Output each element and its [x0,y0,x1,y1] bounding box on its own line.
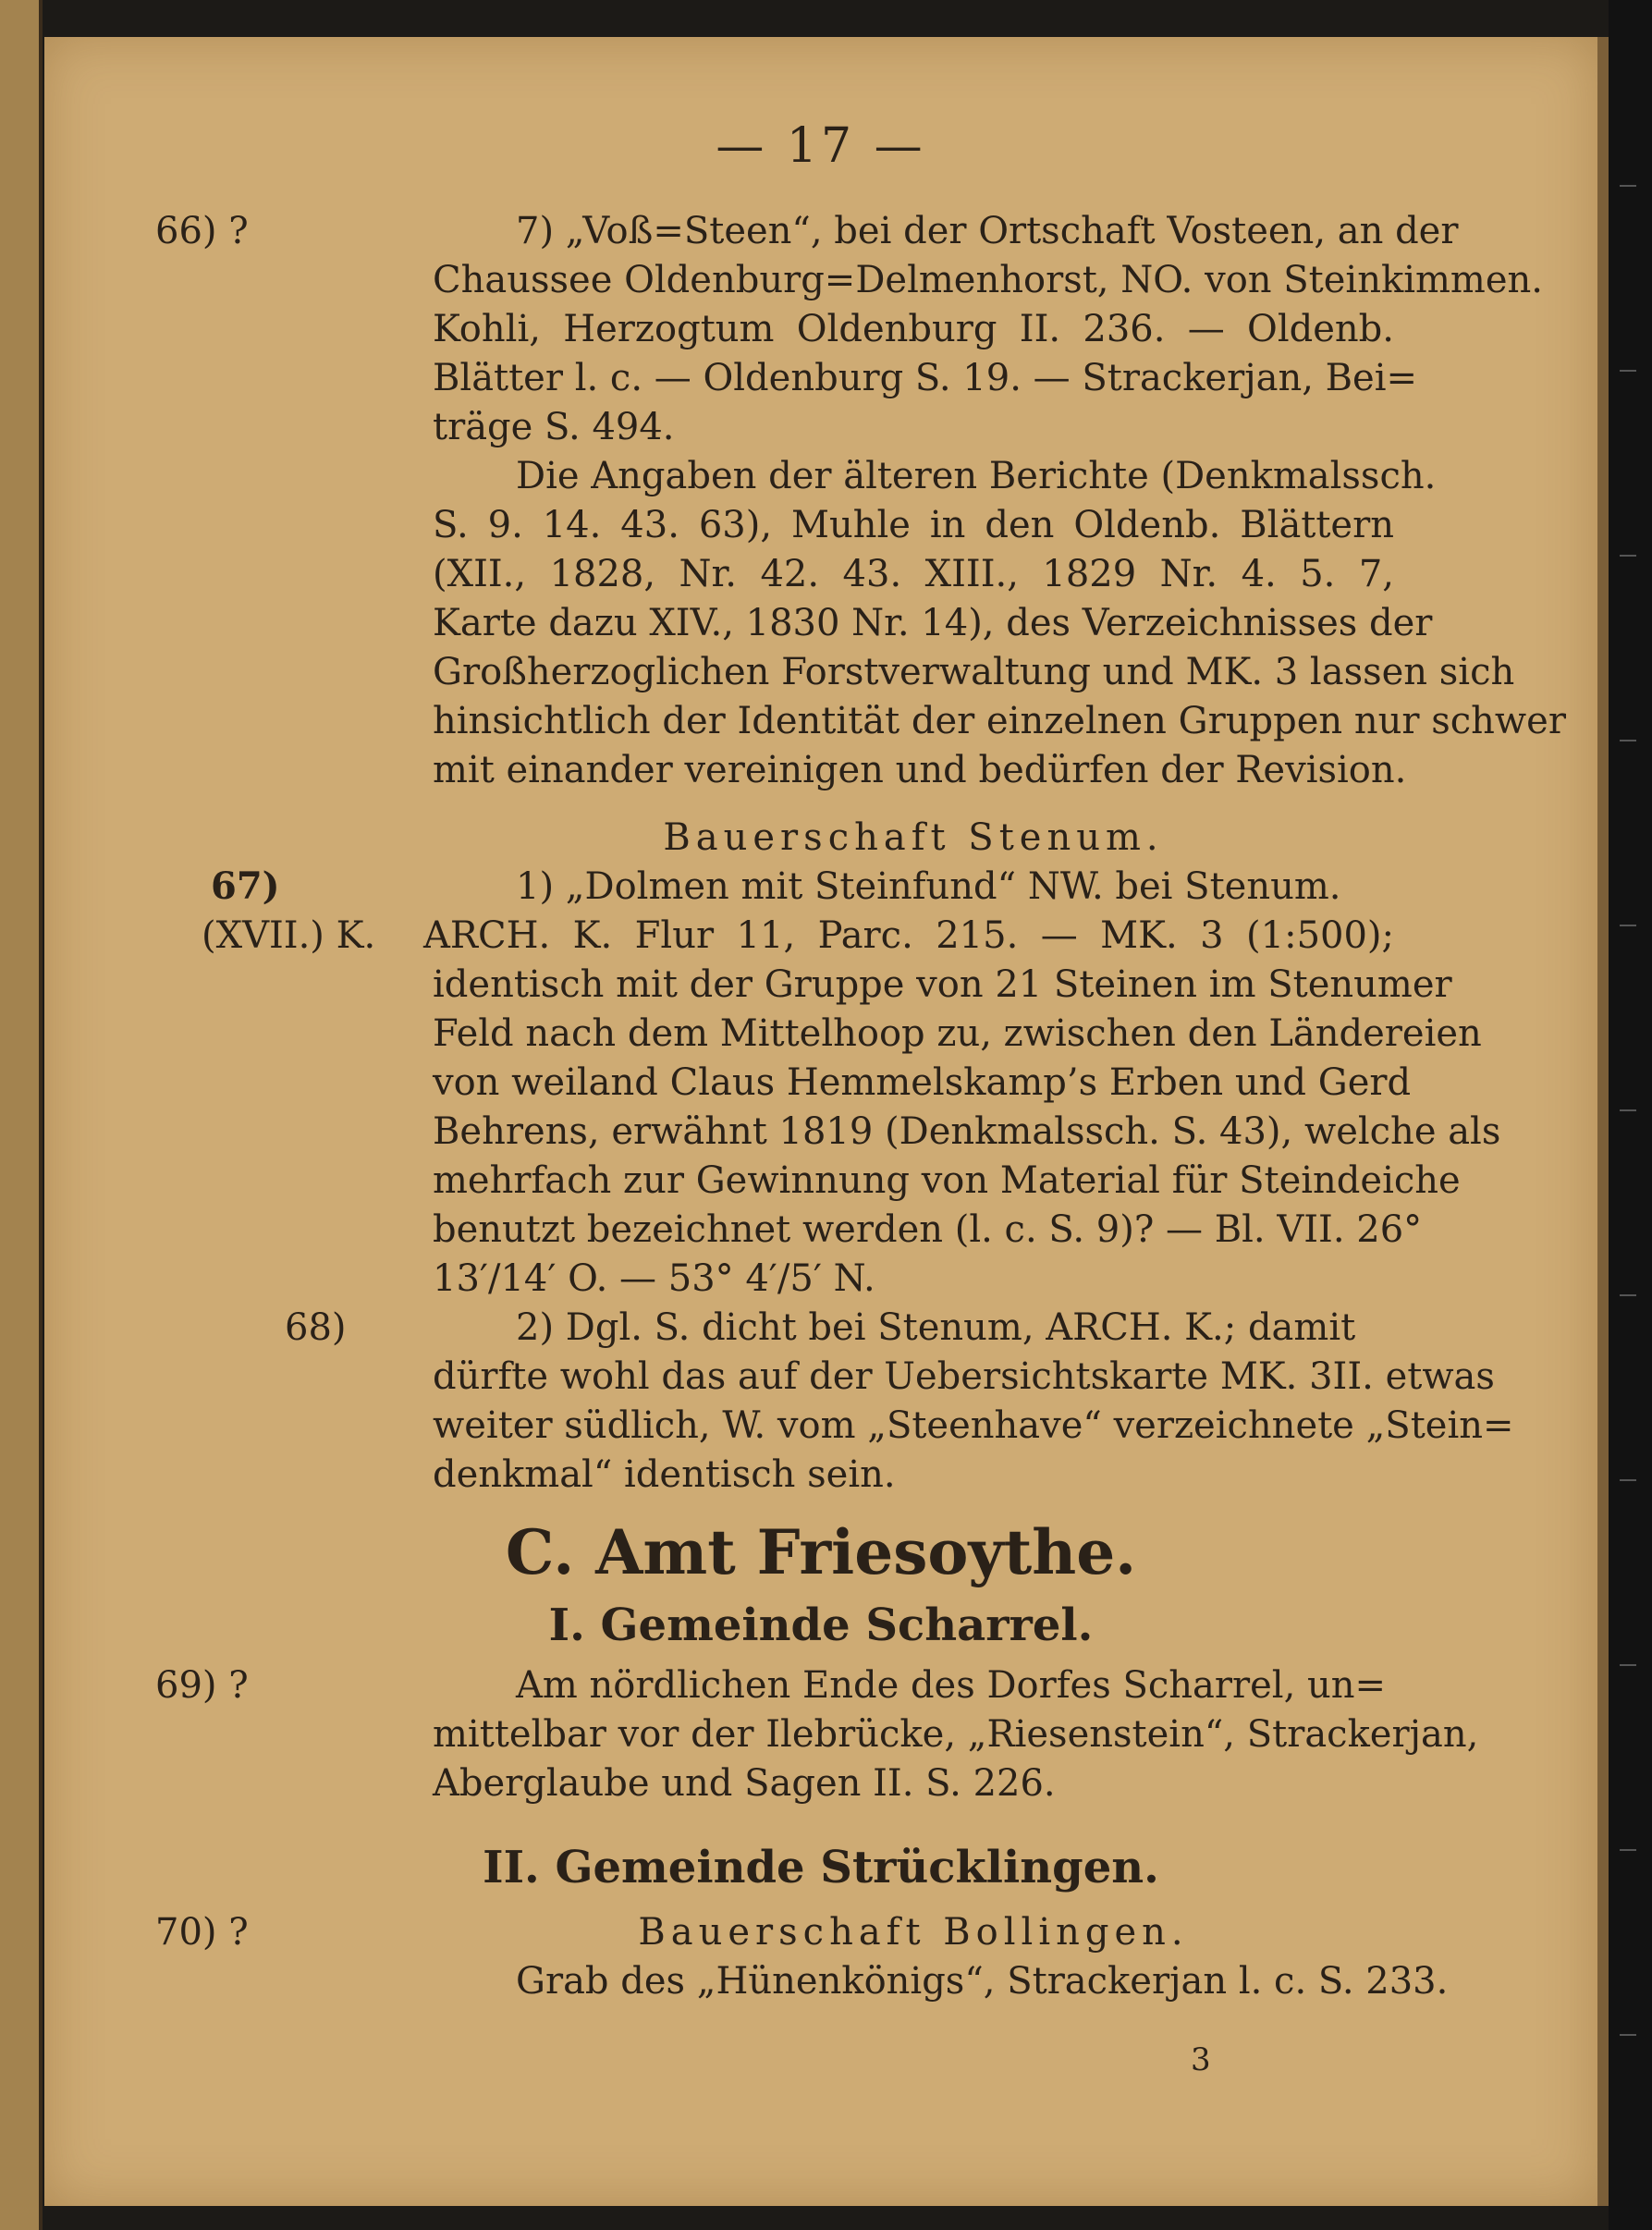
entry-number: 66) ? [155,210,249,252]
text-line: S. 9. 14. 43. 63), Muhle in den Oldenb. Blättern [433,504,1394,546]
text-line: Behrens, erwähnt 1819 (Denkmalssch. S. 43), welche als [433,1110,1501,1153]
text-line: 1) „Dolmen mit Steinfund“ NW. bei Stenum. [516,865,1341,908]
text-line: hinsichtlich der Identität der einzelnen Gruppen nur schwer [433,700,1566,742]
subheading: Bauerschaft Stenum. [663,816,1164,859]
text-line: denkmal“ identisch sein. [433,1453,896,1496]
text-line: 7) „Voß=Steen“, bei der Ortschaft Vosteen, an der [516,210,1459,252]
text-line: Aberglaube und Sagen II. S. 226. [433,1762,1056,1805]
text-line: Am nördlichen Ende des Dorfes Scharrel, un= [516,1664,1387,1707]
page-number: — 17 — [716,118,926,174]
entry-number: 69) ? [155,1664,249,1707]
subsection-heading: II. Gemeinde Strücklingen. [483,1842,1159,1893]
text-line: 2) Dgl. S. dicht bei Stenum, ARCH. K.; damit [516,1306,1356,1349]
text-line: dürfte wohl das auf der Uebersichtskarte MK. 3II. etwas [433,1355,1495,1398]
page-edge [1597,37,1609,2206]
entry-number: 70) ? [155,1911,249,1954]
text-line: ARCH. K. Flur 11, Parc. 215. — MK. 3 (1:500); [423,914,1394,957]
text-line: identisch mit der Gruppe von 21 Steinen im Stenumer [433,963,1452,1006]
book-gutter [0,0,43,2230]
book-page [44,37,1597,2206]
scan-ruler [1609,0,1652,2230]
printer-signature: 3 [1191,2041,1211,2078]
text-line: mehrfach zur Gewinnung von Material für Steindeiche [433,1159,1461,1202]
text-line: träge S. 494. [433,406,675,448]
section-heading: C. Amt Friesoythe. [505,1516,1137,1588]
entry-number: 67) [211,864,280,908]
text-line: benutzt bezeichnet werden (l. c. S. 9)? — Bl. VII. 26° [433,1208,1423,1251]
text-line: Chaussee Oldenburg=Delmenhorst, NO. von Steinkimmen. [433,259,1543,301]
text-line: mit einander vereinigen und bedürfen der Revision. [433,749,1407,791]
text-line: Blätter l. c. — Oldenburg S. 19. — Strackerjan, Bei= [433,357,1418,399]
text-line: Kohli, Herzogtum Oldenburg II. 236. — Oldenb. [433,308,1394,350]
text-line: mittelbar vor der Ilebrücke, „Riesenstein“, Strackerjan, [433,1713,1479,1756]
text-line: Die Angaben der älteren Berichte (Denkmalssch. [516,455,1437,497]
text-line: Karte dazu XIV., 1830 Nr. 14), des Verzeichnisses der [433,602,1433,644]
subheading: Bauerschaft Bollingen. [638,1911,1189,1954]
subsection-heading: I. Gemeinde Scharrel. [548,1599,1094,1651]
text-line: Großherzoglichen Forstverwaltung und MK. 3 lassen sich [433,651,1515,693]
text-line: (XII., 1828, Nr. 42. 43. XIII., 1829 Nr. 4. 5. 7, [433,553,1394,595]
text-line: von weiland Claus Hemmelskamp’s Erben und Gerd [433,1061,1412,1104]
text-line: 13′/14′ O. — 53° 4′/5′ N. [433,1257,875,1300]
entry-number: 68) [285,1306,347,1349]
entry-number-secondary: (XVII.) K. [202,914,376,957]
text-line: Grab des „Hünenkönigs“, Strackerjan l. c. S. 233. [516,1960,1449,2003]
text-line: weiter südlich, W. vom „Steenhave“ verzeichnete „Stein= [433,1404,1514,1447]
text-line: Feld nach dem Mittelhoop zu, zwischen den Ländereien [433,1012,1482,1055]
